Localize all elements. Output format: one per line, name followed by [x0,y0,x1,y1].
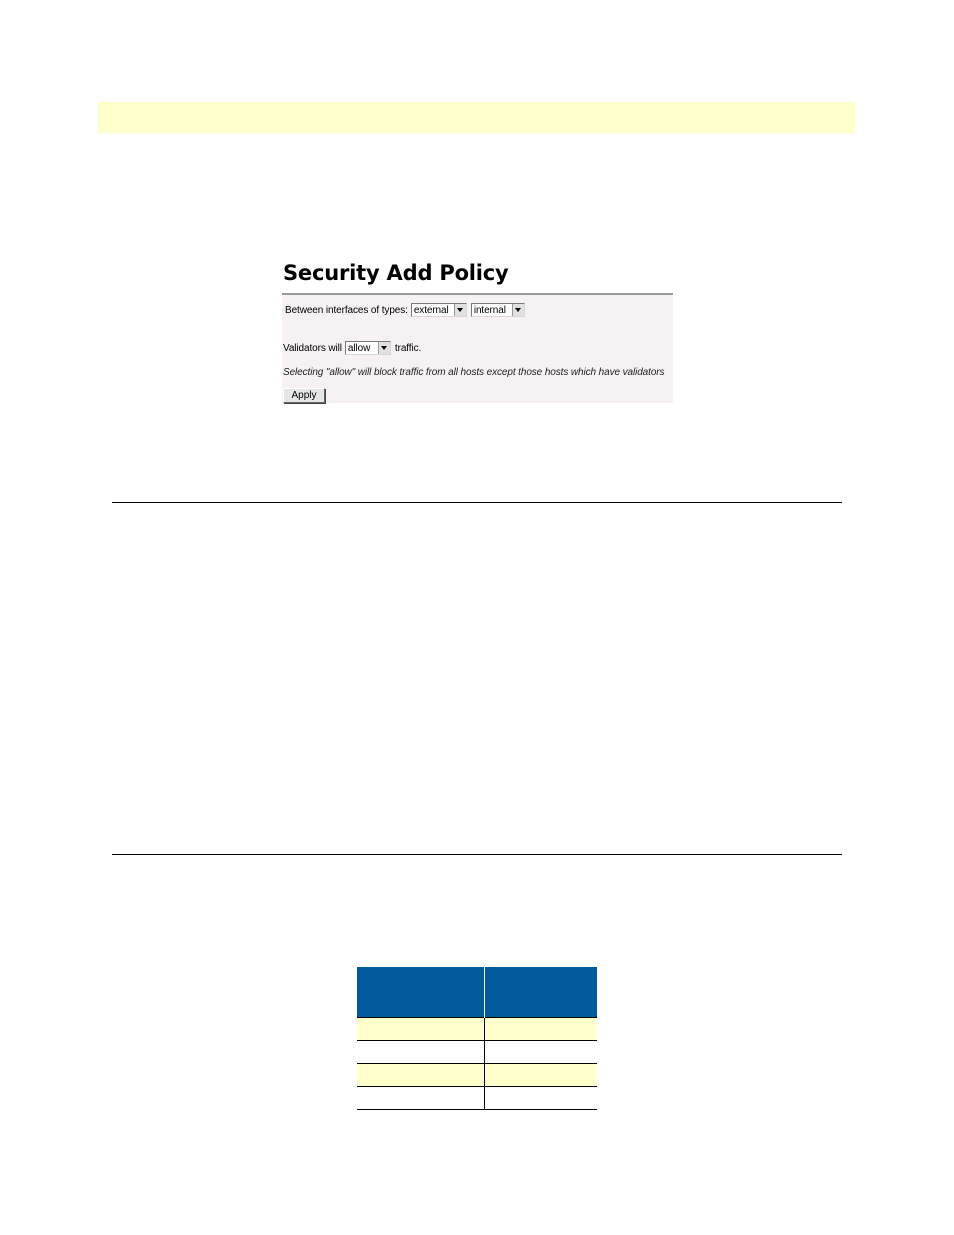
policy-note: Selecting "allow" will block traffic from all hosts except those hosts which have validators [283,367,665,378]
interface-from-select[interactable] [411,303,467,317]
interface-to-value: internal [473,304,506,316]
table-row [357,1087,597,1110]
header-band [98,102,855,133]
table-header-cell [357,967,485,1018]
table-header-cell [485,967,598,1018]
table-row [357,1018,597,1041]
page-title: Security Add Policy [283,261,509,285]
section-divider [112,502,842,503]
security-add-policy-panel [282,258,673,403]
table-cell [357,1041,485,1064]
validators-action-value: allow [347,342,371,354]
validators-prefix: Validators will [283,342,342,354]
table-cell [357,1064,485,1087]
table-row [357,1064,597,1087]
table-cell [357,1018,485,1041]
table-cell [485,1087,598,1110]
section-divider [112,854,842,855]
chevron-down-icon [512,304,524,316]
validators-suffix: traffic. [394,342,422,354]
table-row [357,1041,597,1064]
chevron-down-icon [454,304,466,316]
table-header-row [357,967,597,1018]
apply-button[interactable]: Apply [283,388,325,403]
interface-to-select[interactable] [471,303,525,317]
data-table [357,967,597,1110]
interfaces-row [285,303,525,317]
interface-from-value: external [413,304,449,316]
table-cell [357,1087,485,1110]
validators-row [283,341,421,355]
table-cell [485,1041,598,1064]
table-cell [485,1018,598,1041]
chevron-down-icon [378,342,390,354]
interfaces-label: Between interfaces of types: [285,304,408,316]
table-cell [485,1064,598,1087]
policy-form [282,295,673,403]
validators-action-select[interactable] [345,341,391,355]
